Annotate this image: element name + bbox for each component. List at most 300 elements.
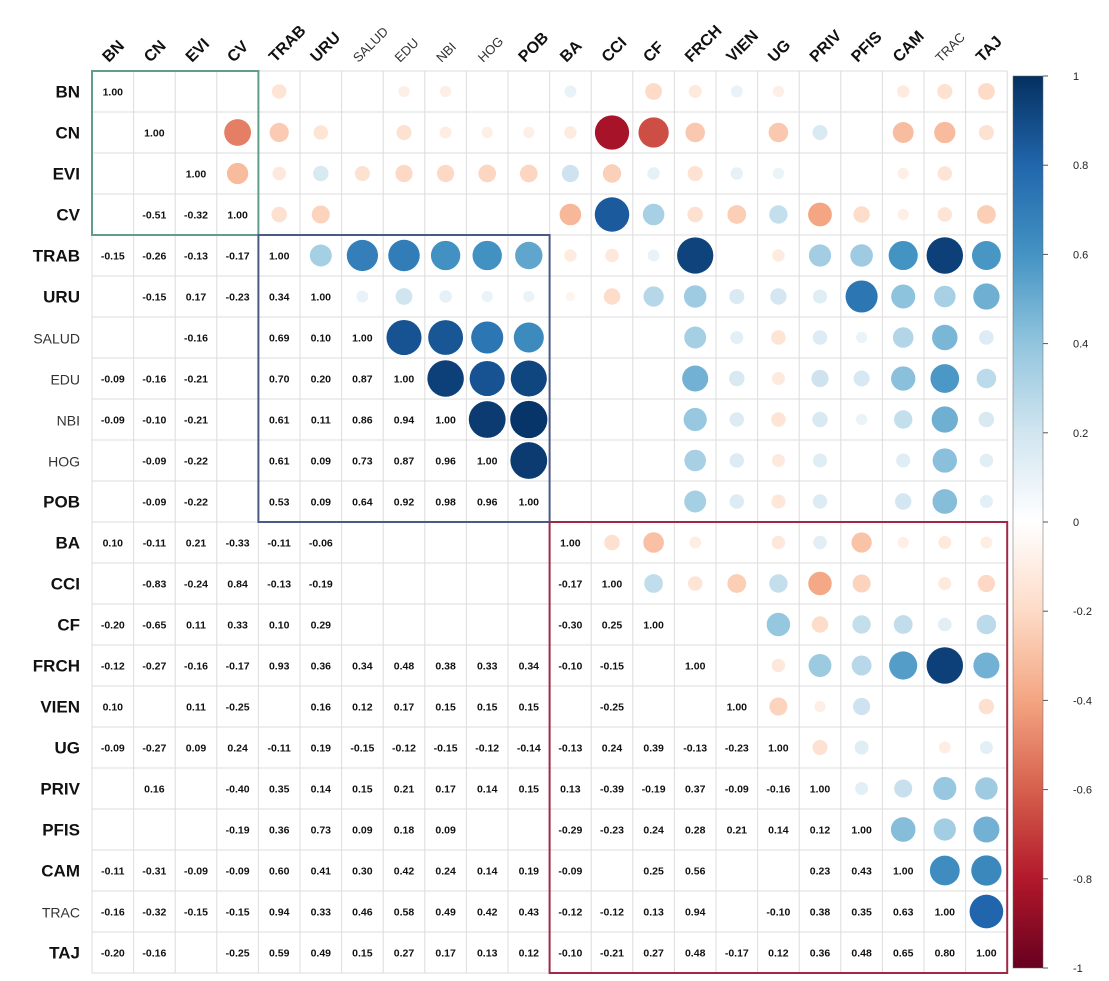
corr-circle-cv-vien [727, 205, 746, 224]
corr-circle-cv-trac [938, 207, 953, 222]
cell-value-salud-evi: -0.16 [184, 332, 208, 345]
corr-circle-cv-cam [898, 209, 909, 220]
corr-circle-uru-ba [566, 292, 575, 301]
corr-circle-cn-edu [396, 125, 411, 140]
corr-circle-edu-frch [682, 365, 708, 391]
corr-circle-nbi-cam [894, 410, 912, 428]
cell-value-hog-evi: -0.22 [184, 455, 208, 468]
cell-value-trac-priv: 0.38 [809, 906, 831, 919]
corr-circle-trac-taj [970, 895, 1004, 929]
cell-value-ba-trab: -0.11 [267, 537, 291, 550]
cell-value-taj-trac: 0.80 [934, 947, 956, 960]
corr-circle-cn-nbi [440, 127, 452, 139]
corr-circle-cam-trac [930, 856, 960, 886]
corr-circle-nbi-trac [932, 406, 958, 432]
corr-circle-salud-nbi [428, 320, 463, 355]
corr-circle-frch-taj [973, 652, 999, 678]
cell-value-pfis-ug: 0.14 [768, 824, 789, 837]
corr-circle-trab-taj [972, 241, 1001, 270]
corr-circle-evi-hog [478, 165, 496, 183]
corr-circle-cv-uru [312, 205, 330, 223]
corr-circle-edu-hog [470, 361, 505, 396]
corr-circle-hog-ug [772, 454, 785, 467]
corr-circle-nbi-priv [812, 412, 828, 428]
row-label-ba: BA [55, 533, 80, 553]
corr-circle-bn-trab [272, 84, 287, 99]
cell-value-taj-bn: -0.20 [100, 947, 125, 960]
corr-circle-cf-ug [767, 613, 790, 636]
corr-circle-evi-cf [647, 167, 659, 179]
cell-value-pob-evi: -0.22 [184, 496, 208, 509]
corr-circle-uru-taj [973, 283, 999, 309]
corr-circle-salud-taj [979, 330, 994, 345]
corr-circle-edu-pfis [854, 371, 870, 387]
row-label-ug: UG [54, 738, 80, 758]
cell-value-edu-cn: -0.16 [142, 373, 167, 386]
row-label-cf: CF [57, 615, 80, 635]
corr-circle-edu-trac [930, 364, 959, 393]
corr-circle-salud-frch [684, 327, 706, 349]
corr-circle-cn-ug [769, 123, 789, 143]
corr-circle-nbi-frch [684, 408, 707, 431]
cell-value-cn-cn: 1.00 [144, 127, 165, 140]
col-label-frch: FRCH [682, 22, 726, 66]
corr-circle-cn-ba [564, 126, 576, 138]
corr-circle-priv-trac [933, 777, 956, 800]
legend-tick-label: -1 [1073, 963, 1083, 975]
row-label-priv: PRIV [40, 779, 80, 799]
cell-value-cci-cn: -0.83 [142, 578, 167, 591]
corr-circle-hog-priv [813, 453, 827, 467]
row-label-pob: POB [43, 492, 80, 512]
corr-circle-uru-vien [729, 289, 744, 304]
corr-circle-uru-cci [604, 288, 620, 304]
corr-circle-pob-ug [771, 494, 785, 508]
cell-value-taj-cv: -0.25 [225, 947, 250, 960]
corr-circle-ba-taj [980, 537, 992, 549]
legend-tick-label: -0.6 [1073, 784, 1092, 797]
corr-circle-trab-pfis [850, 244, 873, 267]
cell-value-trac-cci: -0.12 [600, 906, 624, 919]
cell-value-frch-cci: -0.15 [600, 660, 624, 673]
cell-value-trac-nbi: 0.49 [435, 906, 456, 919]
corr-circle-uru-nbi [439, 290, 451, 302]
cell-value-priv-cci: -0.39 [600, 783, 624, 796]
corr-circle-cn-trac [934, 122, 955, 143]
cell-value-taj-ug: 0.12 [768, 947, 789, 960]
row-label-hog: HOG [48, 453, 80, 470]
corr-circle-evi-pob [520, 165, 538, 183]
corr-circle-priv-pfis [855, 782, 868, 795]
cell-value-taj-edu: 0.27 [393, 947, 415, 960]
corr-circle-trab-priv [809, 244, 831, 266]
corr-circle-vien-pfis [853, 698, 870, 715]
row-label-salud: SALUD [33, 330, 80, 347]
cell-value-ug-nbi: -0.15 [433, 742, 458, 755]
corr-circle-salud-priv [813, 330, 828, 345]
cell-value-taj-cam: 0.65 [892, 947, 914, 960]
col-label-evi: EVI [182, 35, 214, 66]
corr-circle-edu-nbi [427, 360, 463, 396]
cell-value-vien-uru: 0.16 [310, 701, 332, 714]
row-label-frch: FRCH [32, 656, 80, 676]
corr-circle-cf-priv [812, 616, 828, 632]
col-label-bn: BN [99, 37, 128, 66]
corr-circle-nbi-taj [979, 412, 995, 428]
cell-value-priv-nbi: 0.17 [435, 783, 456, 796]
row-label-evi: EVI [52, 164, 80, 184]
corr-circle-cn-uru [314, 125, 329, 140]
cell-value-vien-vien: 1.00 [726, 701, 748, 714]
cell-value-frch-frch: 1.00 [684, 660, 706, 673]
cell-value-trac-uru: 0.33 [310, 906, 332, 919]
corr-circle-cf-trac [938, 618, 952, 632]
corr-circle-pob-cam [895, 493, 911, 509]
cell-value-taj-cci: -0.21 [600, 947, 624, 960]
cell-value-hog-uru: 0.09 [310, 455, 332, 468]
cell-value-trac-edu: 0.58 [393, 906, 415, 919]
legend-tick-label: -0.2 [1073, 606, 1092, 619]
corr-circle-salud-cam [893, 327, 914, 348]
cell-value-nbi-cn: -0.10 [142, 414, 167, 427]
cell-value-taj-cn: -0.16 [142, 947, 167, 960]
row-label-edu: EDU [50, 371, 80, 388]
col-label-ug: UG [765, 36, 795, 66]
cell-value-pob-trab: 0.53 [268, 496, 290, 509]
cell-value-trac-hog: 0.42 [476, 906, 498, 919]
corr-circle-vien-priv [814, 701, 825, 712]
row-label-vien: VIEN [40, 697, 80, 717]
cell-value-vien-evi: 0.11 [186, 701, 206, 714]
corr-circle-cv-frch [687, 207, 703, 223]
cell-value-vien-bn: 0.10 [102, 701, 124, 714]
cell-value-hog-nbi: 0.96 [435, 455, 456, 468]
cell-value-nbi-bn: -0.09 [100, 414, 125, 427]
corr-circle-cci-priv [808, 572, 831, 595]
corr-circle-bn-ba [564, 86, 576, 98]
cell-value-ug-frch: -0.13 [683, 742, 708, 755]
legend-tick-label: -0.4 [1073, 695, 1092, 708]
cell-value-hog-hog: 1.00 [476, 455, 498, 468]
cell-value-pob-hog: 0.96 [476, 496, 498, 509]
corr-circle-cn-cv [224, 119, 251, 146]
corr-circle-cv-trab [271, 207, 287, 223]
corr-circle-nbi-pfis [856, 414, 867, 425]
legend-tick-label: 0 [1073, 517, 1080, 529]
corr-circle-edu-pob [511, 360, 547, 396]
cell-value-ug-cn: -0.27 [142, 742, 167, 755]
cell-value-salud-salud: 1.00 [352, 332, 373, 345]
cell-value-taj-trab: 0.59 [268, 947, 290, 960]
corr-circle-salud-ug [771, 330, 786, 345]
cell-value-pfis-ba: -0.29 [558, 824, 583, 837]
cell-value-ug-cf: 0.39 [643, 742, 664, 755]
corr-circle-edu-ug [772, 372, 785, 385]
cell-value-pfis-frch: 0.28 [684, 824, 706, 837]
cell-value-taj-cf: 0.27 [643, 947, 664, 960]
corr-circle-evi-salud [355, 166, 370, 181]
legend-tick-label: 0.8 [1073, 160, 1089, 173]
corr-circle-priv-taj [975, 777, 998, 800]
corr-circle-uru-cf [643, 286, 663, 306]
row-label-uru: URU [43, 287, 80, 307]
cell-value-cam-ba: -0.09 [558, 865, 583, 878]
corr-circle-uru-edu [396, 288, 413, 305]
corr-circle-trab-trac [927, 237, 963, 273]
corr-circle-hog-taj [980, 454, 994, 468]
cell-value-uru-trab: 0.34 [268, 291, 290, 304]
cell-value-ba-ba: 1.00 [560, 537, 581, 550]
corr-circle-trab-edu [388, 240, 419, 271]
corr-circle-uru-cam [891, 284, 915, 308]
corr-circle-cv-ug [769, 205, 787, 223]
col-label-cn: CN [141, 37, 170, 66]
corr-circle-salud-trac [932, 325, 958, 351]
corr-circle-pob-priv [813, 494, 828, 509]
cell-value-priv-cn: 0.16 [144, 783, 165, 796]
corr-circle-pfis-cam [891, 817, 916, 842]
cell-value-taj-priv: 0.36 [809, 947, 831, 960]
cell-value-pfis-salud: 0.09 [352, 824, 373, 837]
cell-value-pfis-uru: 0.73 [310, 824, 332, 837]
corr-circle-evi-cci [603, 164, 621, 182]
corr-circle-ba-cf [643, 532, 664, 553]
cell-value-nbi-nbi: 1.00 [435, 414, 456, 427]
cell-value-pfis-cci: -0.23 [600, 824, 624, 837]
cell-value-ug-ba: -0.13 [558, 742, 583, 755]
corr-circle-cn-cam [893, 122, 914, 143]
col-label-trab: TRAB [266, 22, 310, 66]
col-label-pfis: PFIS [848, 28, 886, 66]
cell-value-edu-uru: 0.20 [310, 373, 332, 386]
corr-circle-bn-cf [645, 83, 662, 100]
cell-value-frch-bn: -0.12 [100, 660, 125, 673]
cell-value-cf-evi: 0.11 [186, 619, 206, 632]
cell-value-edu-trab: 0.70 [268, 373, 290, 386]
cell-value-cf-ba: -0.30 [558, 619, 583, 632]
corr-circle-bn-vien [731, 86, 743, 98]
col-label-uru: URU [307, 29, 345, 66]
corr-circle-bn-trac [937, 84, 952, 99]
cell-value-cam-edu: 0.42 [393, 865, 415, 878]
cell-value-pob-uru: 0.09 [310, 496, 332, 509]
corr-circle-frch-trac [927, 647, 963, 683]
cell-value-cam-hog: 0.14 [476, 865, 498, 878]
cell-value-priv-edu: 0.21 [393, 783, 415, 796]
cell-value-trac-trab: 0.94 [268, 906, 290, 919]
cell-value-vien-salud: 0.12 [352, 701, 373, 714]
cell-value-priv-vien: -0.09 [724, 783, 749, 796]
corr-circle-nbi-ug [771, 412, 786, 427]
cell-value-trab-cn: -0.26 [142, 250, 167, 263]
corr-circle-uru-pob [523, 291, 534, 302]
cell-value-cf-bn: -0.20 [100, 619, 125, 632]
cell-value-vien-cv: -0.25 [225, 701, 250, 714]
cell-value-ug-salud: -0.15 [350, 742, 375, 755]
corr-circle-cf-cam [894, 615, 913, 634]
row-label-trac: TRAC [41, 904, 80, 921]
cell-value-cf-cci: 0.25 [601, 619, 623, 632]
cell-value-pob-edu: 0.92 [393, 496, 415, 509]
row-label-taj: TAJ [49, 943, 80, 963]
corr-circle-ba-pfis [851, 532, 871, 552]
cell-value-trac-cf: 0.13 [643, 906, 664, 919]
corr-circle-bn-cam [897, 85, 909, 97]
corr-circle-cam-taj [971, 855, 1001, 885]
cell-value-cci-uru: -0.19 [308, 578, 333, 591]
cell-value-frch-nbi: 0.38 [435, 660, 456, 673]
corr-circle-cn-taj [979, 125, 994, 140]
cell-value-trac-cn: -0.32 [142, 906, 167, 919]
cell-value-evi-evi: 1.00 [185, 168, 207, 181]
cell-value-cv-evi: -0.32 [184, 209, 208, 222]
corr-circle-cv-ba [560, 204, 582, 226]
cell-value-priv-uru: 0.14 [310, 783, 332, 796]
cell-value-pfis-nbi: 0.09 [435, 824, 456, 837]
corr-circle-ug-priv [812, 740, 827, 755]
corr-circle-ba-ug [772, 536, 786, 550]
cell-value-pob-salud: 0.64 [352, 496, 373, 509]
cell-value-ba-evi: 0.21 [185, 537, 207, 550]
legend-tick-label: 0.6 [1073, 249, 1089, 262]
corr-circle-cv-taj [977, 205, 996, 224]
cell-value-priv-cv: -0.40 [225, 783, 250, 796]
cell-value-nbi-salud: 0.86 [352, 414, 373, 427]
corr-circle-salud-hog [471, 321, 503, 353]
corr-circle-uru-hog [482, 291, 493, 302]
corr-circle-vien-taj [979, 699, 995, 715]
cell-value-trac-bn: -0.16 [100, 906, 125, 919]
corr-circle-evi-uru [313, 166, 329, 182]
cell-value-ug-ug: 1.00 [768, 742, 789, 755]
col-label-cf: CF [640, 38, 668, 66]
corr-circle-cn-frch [685, 123, 705, 143]
corr-circle-uru-salud [356, 291, 368, 303]
corr-circle-cci-frch [688, 576, 703, 591]
col-label-priv: PRIV [806, 27, 846, 66]
cell-value-ba-uru: -0.06 [308, 537, 333, 550]
corr-circle-trab-ba [564, 249, 576, 261]
corr-circle-trab-frch [677, 237, 713, 273]
col-label-cam: CAM [890, 28, 928, 66]
corr-circle-edu-priv [811, 370, 828, 387]
cell-value-pfis-edu: 0.18 [393, 824, 415, 837]
col-label-salud: SALUD [349, 23, 392, 66]
cell-value-cf-cn: -0.65 [142, 619, 167, 632]
cell-value-nbi-uru: 0.11 [310, 414, 331, 427]
corr-circle-hog-pob [510, 442, 547, 479]
cell-value-vien-cci: -0.25 [600, 701, 624, 714]
corr-circle-bn-taj [978, 83, 995, 100]
color-bar [1013, 76, 1043, 968]
corr-circle-ba-frch [689, 537, 701, 549]
corr-circle-cv-pfis [853, 206, 869, 222]
corr-circle-trab-salud [347, 240, 378, 271]
cell-value-vien-edu: 0.17 [393, 701, 415, 714]
corr-circle-nbi-hog [469, 401, 506, 438]
cell-value-cci-cv: 0.84 [227, 578, 248, 591]
col-label-vien: VIEN [723, 27, 763, 66]
corr-circle-salud-edu [386, 320, 421, 355]
cell-value-hog-trab: 0.61 [268, 455, 290, 468]
corr-circle-bn-ug [773, 86, 784, 97]
cell-value-cci-ba: -0.17 [558, 578, 583, 591]
cell-value-cam-nbi: 0.24 [435, 865, 456, 878]
cell-value-priv-salud: 0.15 [352, 783, 373, 796]
cell-value-pob-nbi: 0.98 [435, 496, 456, 509]
col-label-cv: CV [224, 38, 253, 66]
corr-circle-nbi-vien [730, 412, 745, 427]
cell-value-trac-salud: 0.46 [352, 906, 373, 919]
cell-value-vien-hog: 0.15 [476, 701, 498, 714]
corr-circle-evi-vien [731, 167, 743, 179]
cell-value-cv-cn: -0.51 [142, 209, 167, 222]
cell-value-trac-ug: -0.10 [766, 906, 791, 919]
corr-circle-cci-ug [769, 574, 787, 592]
cell-value-nbi-evi: -0.21 [184, 414, 208, 427]
corr-circle-hog-trac [933, 448, 957, 472]
cell-value-cam-cv: -0.09 [225, 865, 250, 878]
cell-value-uru-cn: -0.15 [142, 291, 167, 304]
cell-value-cam-cam: 1.00 [892, 865, 914, 878]
cell-value-frch-evi: -0.16 [184, 660, 208, 673]
corr-circle-ug-pfis [855, 740, 869, 754]
cell-value-priv-frch: 0.37 [684, 783, 706, 796]
cell-value-cf-trab: 0.10 [268, 619, 290, 632]
col-label-nbi: NBI [433, 39, 460, 66]
legend-tick-label: 1 [1073, 71, 1080, 83]
col-label-taj: TAJ [973, 33, 1006, 66]
corr-circle-trab-pob [515, 242, 542, 269]
corr-circle-cv-cci [595, 197, 629, 231]
cell-value-taj-vien: -0.17 [724, 947, 749, 960]
cell-value-trac-cam: 0.63 [892, 906, 914, 919]
corr-circle-uru-frch [684, 285, 707, 308]
legend-tick-label: 0.2 [1073, 427, 1089, 440]
corr-circle-edu-taj [977, 369, 997, 389]
corr-circle-evi-ug [773, 168, 784, 179]
corr-circle-cn-cf [638, 117, 668, 147]
cell-value-cf-uru: 0.29 [310, 619, 332, 632]
corr-circle-hog-cam [896, 453, 910, 467]
cell-value-priv-trab: 0.35 [268, 783, 290, 796]
corr-circle-evi-frch [688, 166, 703, 181]
cell-value-frch-trab: 0.93 [268, 660, 290, 673]
cell-value-taj-pob: 0.12 [518, 947, 540, 960]
cell-value-pob-pob: 1.00 [518, 496, 540, 509]
corr-circle-uru-ug [770, 288, 786, 304]
cell-value-uru-evi: 0.17 [185, 291, 207, 304]
color-legend [1013, 71, 1092, 975]
cell-value-priv-cf: -0.19 [641, 783, 666, 796]
corr-circle-trab-nbi [431, 241, 460, 270]
corr-circle-cci-cf [644, 574, 663, 593]
corr-circle-pob-frch [684, 491, 706, 513]
corr-circle-salud-vien [730, 331, 743, 344]
cell-value-edu-bn: -0.09 [100, 373, 125, 386]
cell-value-cci-trab: -0.13 [267, 578, 292, 591]
corr-circle-vien-ug [769, 697, 787, 715]
cell-value-priv-ba: 0.13 [560, 783, 581, 796]
row-label-cci: CCI [50, 574, 80, 594]
corr-circle-trab-ug [772, 249, 784, 261]
corr-circle-trab-hog [473, 241, 502, 270]
cell-value-priv-pob: 0.15 [518, 783, 540, 796]
cell-value-cf-cv: 0.33 [227, 619, 248, 632]
row-label-bn: BN [55, 82, 80, 102]
cell-value-frch-cn: -0.27 [142, 660, 167, 673]
cell-value-salud-trab: 0.69 [268, 332, 290, 345]
